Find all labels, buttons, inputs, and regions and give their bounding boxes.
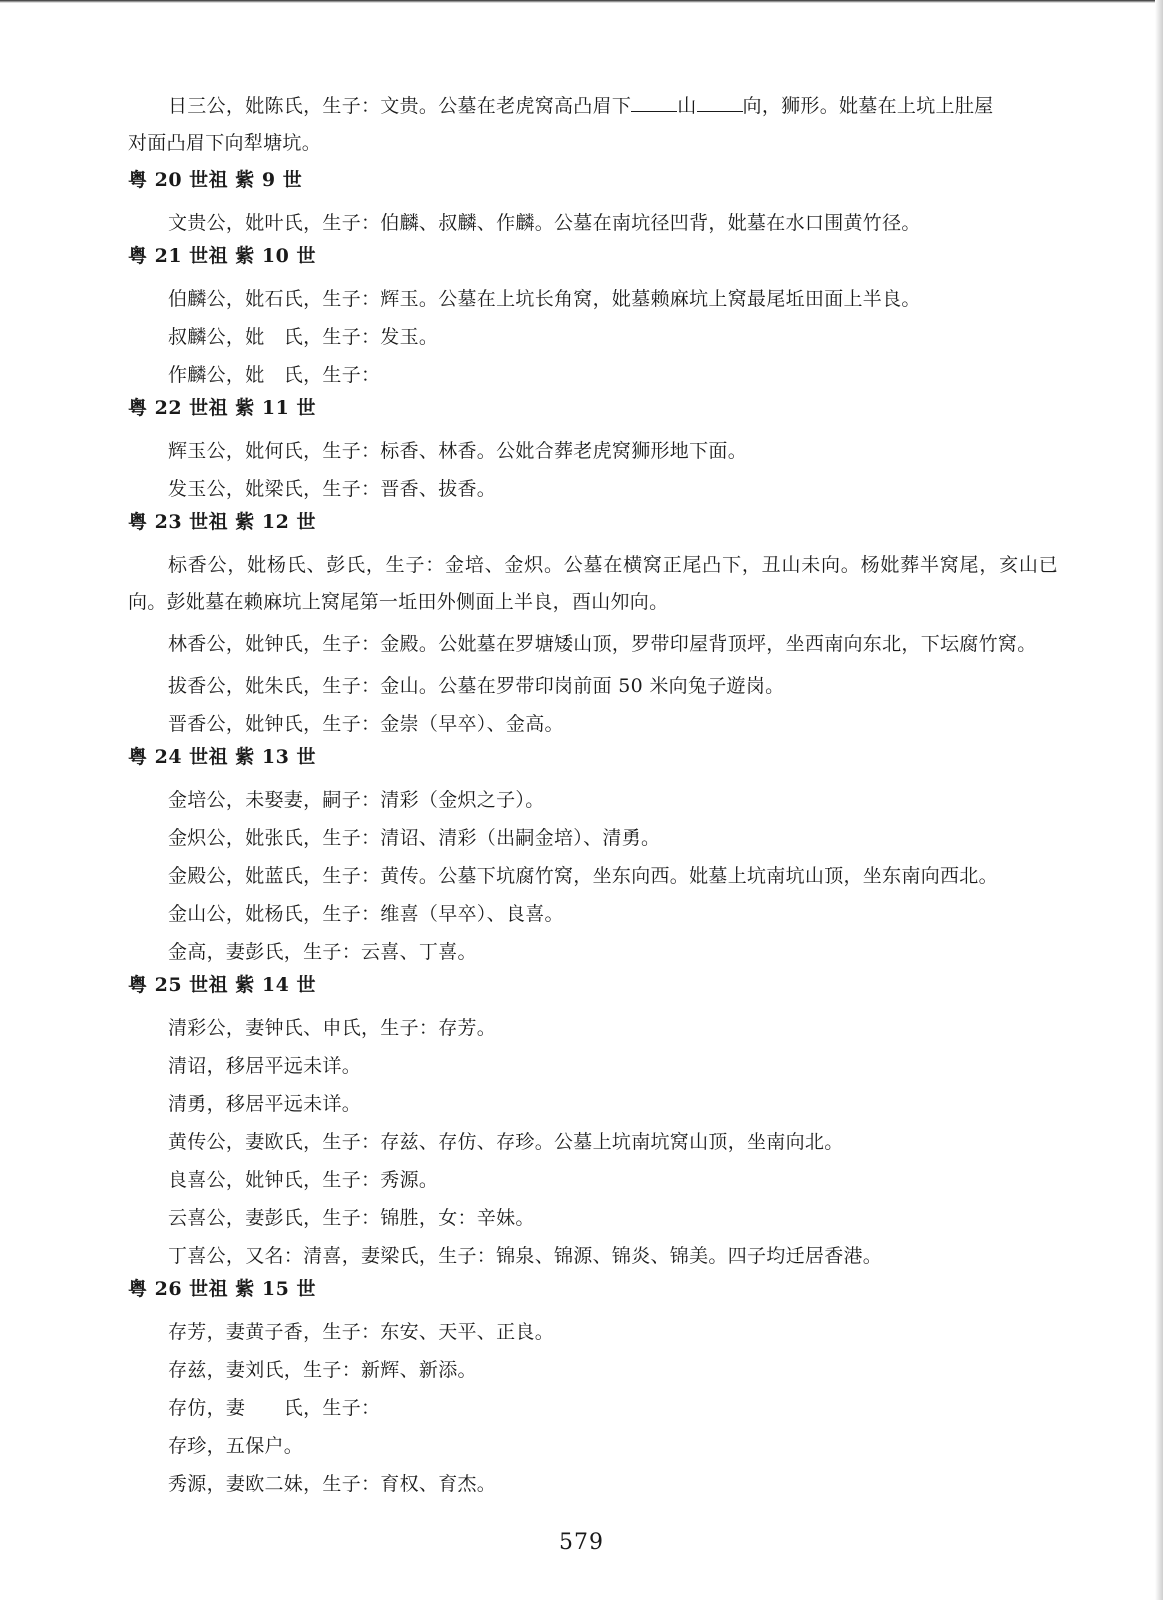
- genealogy-entry: 伯麟公，妣石氏，生子：辉玉。公墓在上坑长角窝，妣墓赖麻坑上窝最尾坵田面上半良。: [168, 288, 921, 310]
- genealogy-entry: 清彩公，妻钟氏、申氏，生子：存芳。: [168, 1017, 497, 1039]
- genealogy-page-body: [128, 88, 1058, 1504]
- genealogy-entry: 黄传公，妻欧氏，生子：存兹、存仿、存珍。公墓上坑南坑窝山顶，坐南向北。: [168, 1131, 844, 1153]
- generation-heading: 粤 20 世祖 紫 9 世: [128, 169, 303, 191]
- scan-border-right: [1155, 0, 1163, 1600]
- page-number: 579: [559, 1530, 604, 1555]
- genealogy-entry: 拔香公，妣朱氏，生子：金山。公墓在罗带印岗前面 50 米向兔子遊岗。: [168, 675, 785, 697]
- generation-heading: 粤 21 世祖 紫 10 世: [128, 245, 316, 267]
- genealogy-entry: 秀源，妻欧二妹，生子：育权、育杰。: [168, 1473, 497, 1495]
- blank-underline: [697, 93, 743, 112]
- genealogy-entry: 发玉公，妣梁氏，生子：晋香、拔香。: [168, 478, 497, 500]
- genealogy-entry: 晋香公，妣钟氏，生子：金崇（早卒）、金高。: [168, 713, 564, 735]
- intro-entry: [128, 88, 1058, 162]
- intro-text-part-4: 对面凸眉下向犁塘坑。: [128, 132, 322, 154]
- intro-text-part-3: 向，狮形。妣墓在上坑上肚屋: [742, 95, 994, 117]
- genealogy-entry: 清勇，移居平远未详。: [168, 1093, 362, 1115]
- scan-border-top: [0, 0, 1163, 3]
- genealogy-entry: 标香公，妣杨氏、彭氏，生子：金培、金炽。公墓在横窝正尾凸下，丑山未向。杨妣葬半窝尾，亥山已向。彭妣墓在赖麻坑上窝尾第一坵田外侧面上半良，酉山夘向。: [128, 554, 1058, 613]
- genealogy-entry: 金培公，未娶妻，嗣子：清彩（金炽之子）。: [168, 789, 545, 811]
- genealogy-entry: 金高，妻彭氏，生子：云喜、丁喜。: [168, 941, 477, 963]
- generation-heading: 粤 23 世祖 紫 12 世: [128, 511, 316, 533]
- genealogy-entry: 存仿，妻 氏，生子：: [168, 1397, 381, 1419]
- generation-heading: 粤 24 世祖 紫 13 世: [128, 746, 316, 768]
- genealogy-entry: 叔麟公，妣 氏，生子：发玉。: [168, 326, 439, 348]
- genealogy-entry: 文贵公，妣叶氏，生子：伯麟、叔麟、作麟。公墓在南坑径凹背，妣墓在水口围黄竹径。: [168, 212, 921, 234]
- genealogy-entry: 金炽公，妣张氏，生子：清诏、清彩（出嗣金培）、清勇。: [168, 827, 661, 849]
- genealogy-entry: 存芳，妻黄子香，生子：东安、天平、正良。: [168, 1321, 555, 1343]
- generation-heading: 粤 22 世祖 紫 11 世: [128, 397, 316, 419]
- generation-heading: 粤 26 世祖 紫 15 世: [128, 1278, 316, 1300]
- generation-heading: 粤 25 世祖 紫 14 世: [128, 974, 316, 996]
- genealogy-entry: 金山公，妣杨氏，生子：维喜（早卒）、良喜。: [168, 903, 564, 925]
- intro-text-part-2: 山: [677, 95, 697, 117]
- genealogy-entry: 云喜公，妻彭氏，生子：锦胜，女：辛妹。: [168, 1207, 535, 1229]
- intro-text-part-1: 日三公，妣陈氏，生子：文贵。公墓在老虎窝高凸眉下: [168, 95, 632, 117]
- genealogy-entry: 清诏，移居平远未详。: [168, 1055, 362, 1077]
- genealogy-entry: 良喜公，妣钟氏，生子：秀源。: [168, 1169, 439, 1191]
- genealogy-entry: 金殿公，妣蓝氏，生子：黄传。公墓下坑腐竹窝，坐东向西。妣墓上坑南坑山顶，坐东南向西北。: [168, 865, 998, 887]
- genealogy-entry: 辉玉公，妣何氏，生子：标香、林香。公妣合葬老虎窝狮形地下面。: [168, 440, 748, 462]
- genealogy-entry: 丁喜公，又名：清喜，妻梁氏，生子：锦泉、锦源、锦炎、锦美。四子均迁居香港。: [168, 1245, 883, 1267]
- genealogy-entry: 林香公，妣钟氏，生子：金殿。公妣墓在罗塘矮山顶，罗带印屋背顶坪，坐西南向东北，下坛腐竹窝。: [168, 633, 1037, 655]
- genealogy-entry: 存珍，五保户。: [168, 1435, 304, 1457]
- genealogy-entry: 存兹，妻刘氏，生子：新辉、新添。: [168, 1359, 477, 1381]
- blank-underline: [631, 93, 677, 112]
- genealogy-entry: 作麟公，妣 氏，生子：: [168, 364, 381, 386]
